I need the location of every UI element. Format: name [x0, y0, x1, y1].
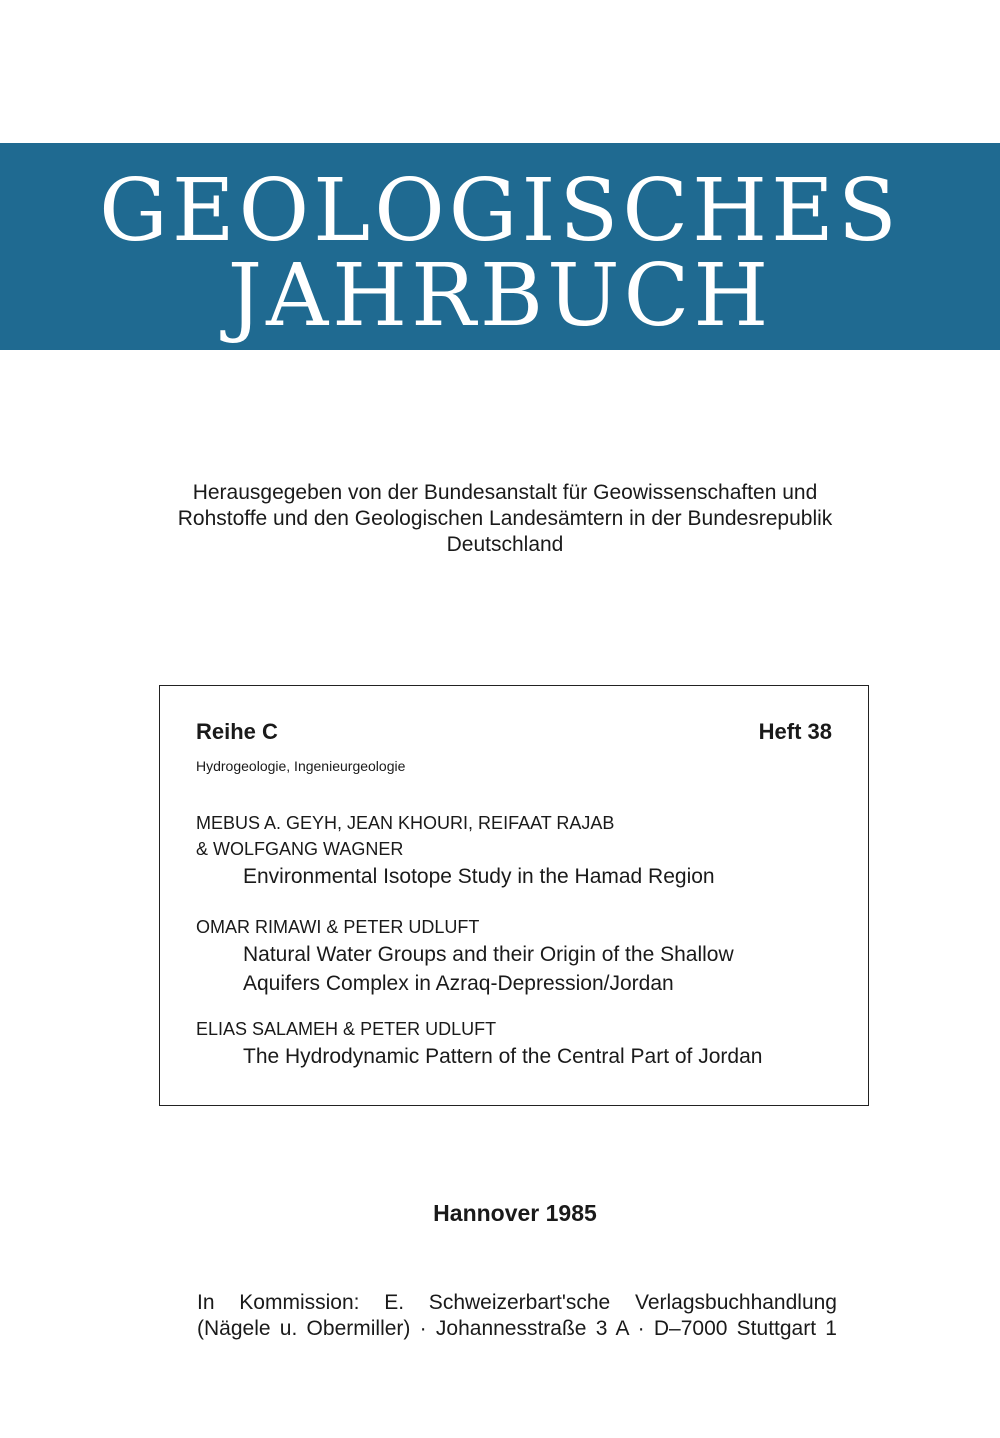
place-and-year: Hannover 1985: [433, 1200, 597, 1226]
article-title: Environmental Isotope Study in the Hamad Region: [243, 865, 715, 888]
commission-imprint: [197, 1290, 837, 1342]
commission-line-1: In Kommission: E. Schweizerbart'sche Verlagsbuchhandlung: [197, 1291, 837, 1314]
publisher-line-1: Herausgegeben von der Bundesanstalt für Geowissenschaften und: [192, 481, 818, 504]
series-subject: Hydrogeologie, Ingenieurgeologie: [196, 758, 406, 774]
journal-title-line-2: JAHRBUCH: [227, 246, 773, 346]
article-entry: [196, 810, 836, 891]
commission-line-2: (Nägele u. Obermiller) · Johannesstraße 3 A · D–7000 Stuttgart 1: [197, 1317, 837, 1340]
publisher-line-3: Deutschland: [446, 533, 564, 556]
journal-title-band: [0, 143, 1000, 350]
article-authors: MEBUS A. GEYH, JEAN KHOURI, REIFAAT RAJAB: [196, 813, 615, 833]
article-entry: [196, 1016, 836, 1071]
article-title-continued: Aquifers Complex in Azraq-Depression/Jordan: [243, 972, 674, 995]
contents-box: [159, 685, 869, 1106]
journal-title-line-1: GEOLOGISCHES: [99, 161, 901, 261]
series-label: Reihe C: [196, 719, 278, 744]
publisher-line-2: Rohstoffe und den Geologischen Landesämtern in der Bundesrepublik: [177, 507, 833, 530]
article-title: Natural Water Groups and their Origin of the Shallow: [243, 943, 734, 966]
publisher-statement: [100, 480, 910, 558]
article-authors: OMAR RIMAWI & PETER UDLUFT: [196, 917, 480, 937]
issue-label: Heft 38: [758, 719, 832, 744]
article-title: The Hydrodynamic Pattern of the Central Part of Jordan: [243, 1045, 763, 1068]
article-entry: [196, 914, 836, 998]
article-authors-continued: & WOLFGANG WAGNER: [196, 839, 404, 859]
article-authors: ELIAS SALAMEH & PETER UDLUFT: [196, 1019, 497, 1039]
